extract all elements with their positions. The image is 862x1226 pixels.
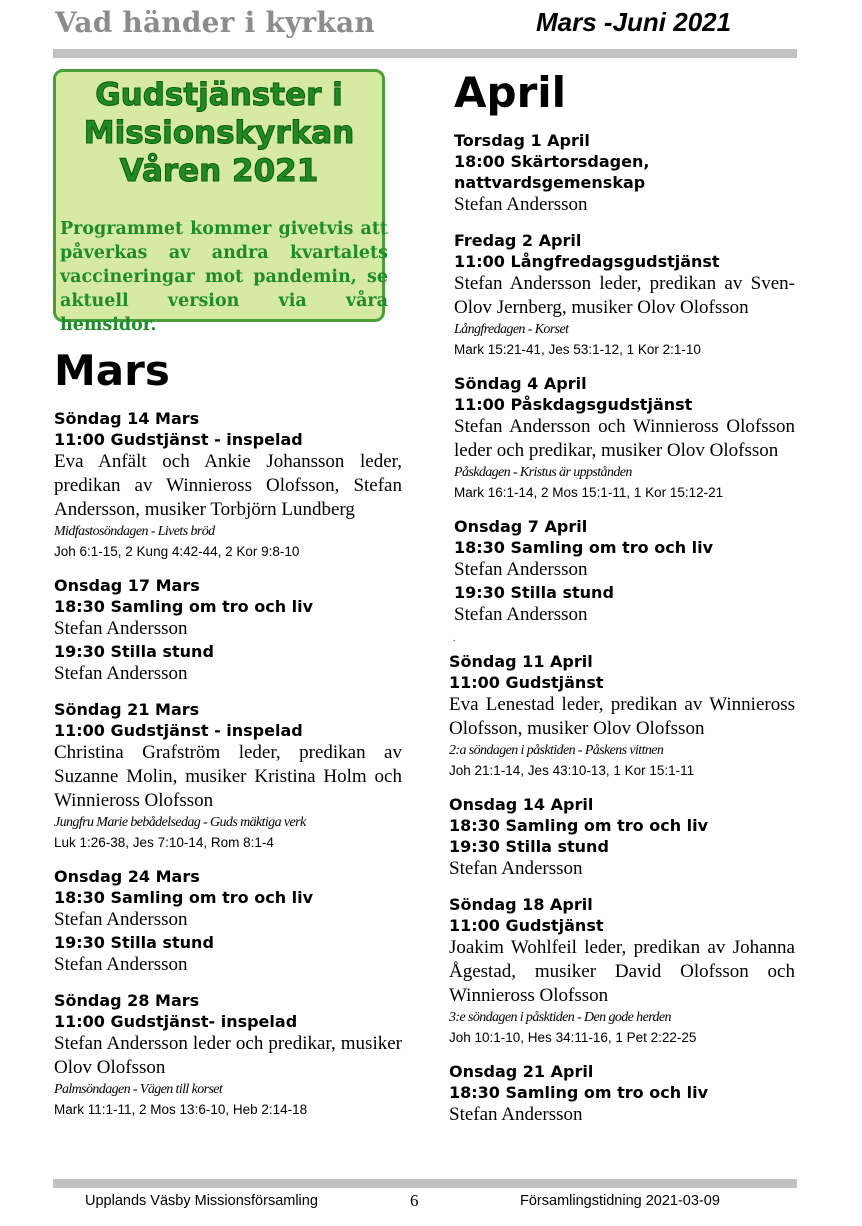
event-day: Onsdag 17 Mars: [54, 576, 200, 595]
event-readings: Joh 6:1-15, 2 Kung 4:42-44, 2 Kor 9:8-10: [54, 544, 300, 559]
event-description: Eva Lenestad leder, predikan av Winnieross Olofsson, musiker Olov Olofsson: [449, 694, 795, 739]
event-item: [54, 408, 402, 562]
event-readings: Joh 21:1-14, Jes 43:10-13, 1 Kor 15:1-11: [449, 763, 695, 778]
event-day: Onsdag 21 April: [449, 1062, 594, 1081]
event-time-title: 11:00 Gudstjänst- inspelad: [54, 1012, 298, 1031]
event-description: Stefan Andersson: [449, 858, 583, 879]
date-range: Mars -Juni 2021: [536, 7, 732, 37]
footer-organization: Upplands Väsby Missionsförsamling: [85, 1193, 318, 1209]
event-day: Onsdag 14 April: [449, 795, 594, 814]
event-description: Stefan Andersson och Winnieross Olofsson leder och predikar, musiker Olov Olofsson: [454, 416, 795, 461]
event-description: Stefan Andersson: [449, 1104, 583, 1125]
event-readings: Joh 10:1-10, Hes 34:11-16, 1 Pet 2:22-25: [449, 1030, 697, 1045]
event-description: Stefan Andersson: [54, 663, 188, 684]
event-time-title: 11:00 Långfredagsgudstjänst: [454, 252, 720, 271]
event-item: [449, 130, 795, 217]
event-occasion: 3:e söndagen i påsktiden - Den gode herden: [449, 1010, 671, 1025]
event-description: Stefan Andersson leder, predikan av Sven-Olov Jernberg, musiker Olov Olofsson: [454, 273, 795, 318]
event-time-title: 19:30 Stilla stund: [449, 837, 609, 856]
event-readings: Mark 16:1-14, 2 Mos 15:1-11, 1 Kor 15:12-21: [454, 485, 724, 500]
event-day: Fredag 2 April: [454, 231, 582, 250]
event-time-title: 11:00 Påskdagsgudstjänst: [454, 395, 693, 414]
event-item: [449, 516, 795, 627]
event-day: Torsdag 1 April: [454, 131, 590, 150]
event-time-title: 19:30 Stilla stund: [54, 933, 214, 952]
event-description: Joakim Wohlfeil leder, predikan av Johanna Ågestad, musiker David Olofsson och Winnieross Olofsson: [449, 937, 795, 1006]
event-time-title: 11:00 Gudstjänst: [449, 673, 604, 692]
event-day: Söndag 11 April: [449, 652, 593, 671]
newsletter-section-title: Vad händer i kyrkan: [55, 6, 375, 39]
event-description: Stefan Andersson: [54, 954, 188, 975]
event-time-title: 18:30 Samling om tro och liv: [54, 888, 314, 907]
event-item: [449, 894, 795, 1048]
event-time-title: 11:00 Gudstjänst: [449, 916, 604, 935]
info-box-title-line: Gudstjänster i: [95, 77, 343, 113]
event-time-title: 11:00 Gudstjänst - inspelad: [54, 430, 303, 449]
month-heading-april: April: [454, 68, 567, 117]
event-readings: Mark 15:21-41, Jes 53:1-12, 1 Kor 2:1-10: [454, 342, 701, 357]
event-time-title: 18:30 Samling om tro och liv: [449, 1083, 709, 1102]
event-item: [449, 1061, 795, 1127]
event-description: Stefan Andersson: [454, 559, 588, 580]
mars-column: [54, 408, 402, 1133]
event-item: [54, 699, 402, 853]
info-box-title: [56, 76, 382, 190]
info-box-title-line: Våren 2021: [119, 153, 319, 189]
event-description: Christina Grafström leder, predikan av Suzanne Molin, musiker Kristina Holm och Winnieross Olofsson: [54, 742, 402, 811]
event-readings: Mark 11:1-11, 2 Mos 13:6-10, Heb 2:14-18: [54, 1102, 308, 1117]
event-item: [449, 651, 795, 781]
event-occasion: Palmsöndagen - Vägen till korset: [54, 1082, 223, 1097]
event-item: [449, 373, 795, 503]
event-time-title: 19:30 Stilla stund: [54, 642, 214, 661]
footer-publication: Församlingstidning 2021-03-09: [520, 1193, 720, 1209]
event-occasion: Midfastosöndagen - Livets bröd: [54, 524, 215, 539]
info-box-text: Programmet kommer givetvis att påverkas av andra kvartalets vaccineringar mot pandemin, se aktuell version via våra hemsidor.: [60, 219, 388, 335]
april-column: [449, 130, 795, 1140]
top-divider: [53, 49, 797, 58]
event-time-title: 18:00 Skärtorsdagen,: [454, 152, 650, 171]
event-day: Onsdag 24 Mars: [54, 867, 200, 886]
event-time-title: 18:30 Samling om tro och liv: [54, 597, 314, 616]
event-description: Stefan Andersson: [54, 618, 188, 639]
page-number: 6: [410, 1191, 419, 1210]
month-heading-mars: Mars: [54, 346, 170, 395]
event-item: [449, 794, 795, 881]
stray-dot: .: [453, 633, 456, 643]
event-occasion: 2:a söndagen i påsktiden - Påskens vittnen: [449, 743, 664, 758]
event-item: [54, 990, 402, 1120]
event-description: Stefan Andersson: [454, 194, 588, 215]
event-occasion: Jungfru Marie bebådelsedag - Guds mäktiga verk: [54, 815, 306, 830]
event-day: Söndag 21 Mars: [54, 700, 200, 719]
event-day: Söndag 4 April: [454, 374, 587, 393]
event-time-title: 11:00 Gudstjänst - inspelad: [54, 721, 303, 740]
event-day: Söndag 14 Mars: [54, 409, 200, 428]
event-item: [54, 575, 402, 686]
event-time-title: 18:30 Samling om tro och liv: [449, 816, 709, 835]
event-description: Stefan Andersson leder och predikar, musiker Olov Olofsson: [54, 1033, 402, 1078]
info-box: [53, 69, 388, 335]
event-time-title: 18:30 Samling om tro och liv: [454, 538, 714, 557]
event-item: [449, 230, 795, 360]
event-occasion: Långfredagen - Korset: [454, 322, 569, 337]
event-day: Söndag 18 April: [449, 895, 593, 914]
event-time-title: nattvardsgemenskap: [454, 173, 646, 192]
event-description: Stefan Andersson: [54, 909, 188, 930]
event-day: Onsdag 7 April: [454, 517, 588, 536]
event-item: [54, 866, 402, 977]
event-description: Eva Anfält och Ankie Johansson leder, predikan av Winnieross Olofsson, Stefan Andersson, musiker Torbjörn Lundberg: [54, 451, 402, 520]
event-description: Stefan Andersson: [454, 604, 588, 625]
event-day: Söndag 28 Mars: [54, 991, 200, 1010]
event-occasion: Påskdagen - Kristus är uppstånden: [454, 465, 632, 480]
info-box-title-line: Missionskyrkan: [83, 115, 355, 151]
event-time-title: 19:30 Stilla stund: [454, 583, 614, 602]
bottom-divider: [53, 1179, 797, 1188]
event-readings: Luk 1:26-38, Jes 7:10-14, Rom 8:1-4: [54, 835, 274, 850]
